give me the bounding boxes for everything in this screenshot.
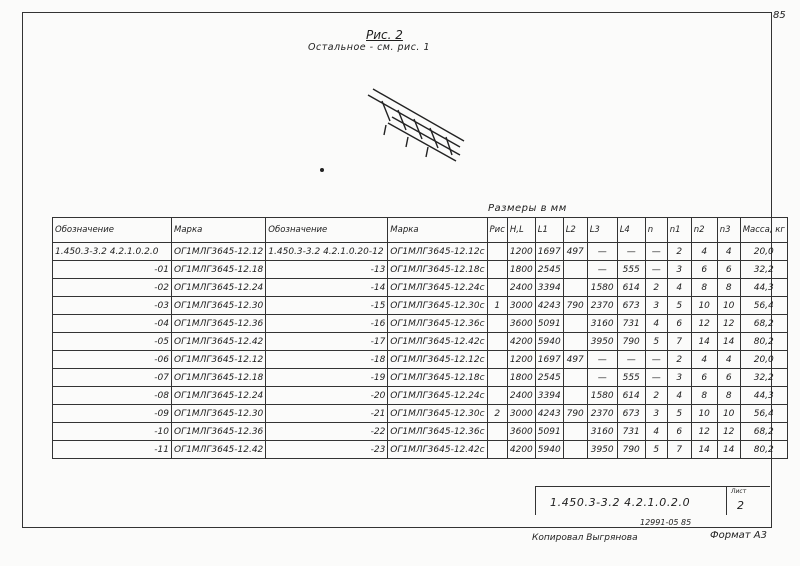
table-cell: 2370 (587, 405, 617, 423)
table-cell: 12 (717, 315, 740, 333)
table-cell: 1200 (507, 243, 535, 261)
table-cell: 673 (617, 297, 645, 315)
table-cell: 12 (717, 423, 740, 441)
table-cell: -22 (266, 423, 388, 441)
table-cell: 5 (645, 441, 667, 459)
table-cell: 4200 (507, 333, 535, 351)
column-header: Обозначение (53, 218, 172, 243)
table-cell: 2400 (507, 279, 535, 297)
table-cell: ОГ1МЛГ3645-12.36с (388, 315, 487, 333)
table-cell: 2 (645, 279, 667, 297)
table-cell: 14 (717, 441, 740, 459)
table-cell: -14 (266, 279, 388, 297)
figure-title: Рис. 2 (366, 28, 403, 42)
table-cell: 1800 (507, 369, 535, 387)
table-cell (487, 333, 507, 351)
table-row (53, 423, 788, 441)
sheet-number: 2 (737, 499, 744, 512)
table-cell: 1.450.3-3.2 4.2.1.0.2.0 (53, 243, 172, 261)
table-cell: 1697 (535, 243, 563, 261)
column-header: L4 (617, 218, 645, 243)
table-cell: 790 (563, 297, 587, 315)
table-row (53, 333, 788, 351)
table-cell: ОГ1МЛГ3645-12.30с (388, 405, 487, 423)
table-cell: — (645, 351, 667, 369)
table-cell: 3160 (587, 315, 617, 333)
table-cell: -10 (53, 423, 172, 441)
table-cell: 14 (717, 333, 740, 351)
table-cell: -03 (53, 297, 172, 315)
column-header: Рис (487, 218, 507, 243)
table-cell: 3950 (587, 441, 617, 459)
table-cell: — (587, 261, 617, 279)
table-cell: -17 (266, 333, 388, 351)
table-cell (563, 423, 587, 441)
table-cell: 4 (645, 315, 667, 333)
table-cell: ОГ1МЛГ3645-12.24с (388, 387, 487, 405)
title-block (535, 486, 770, 515)
table-cell: 673 (617, 405, 645, 423)
table-cell: ОГ1МЛГ3645-12.24 (172, 279, 266, 297)
table-cell: 8 (691, 387, 717, 405)
table-cell: 4200 (507, 441, 535, 459)
table-cell: 5091 (535, 315, 563, 333)
table-cell: — (645, 261, 667, 279)
table-cell (563, 369, 587, 387)
table-cell: 56,4 (740, 405, 787, 423)
table-cell: 6 (691, 261, 717, 279)
table-cell: 4 (667, 387, 691, 405)
table-cell: ОГ1МЛГ3645-12.36 (172, 423, 266, 441)
table-cell: 32,2 (740, 261, 787, 279)
table-cell: 5940 (535, 441, 563, 459)
table-cell: 3600 (507, 423, 535, 441)
table-cell: 3 (667, 369, 691, 387)
table-cell: — (587, 369, 617, 387)
table-cell: 4243 (535, 297, 563, 315)
column-header: n (645, 218, 667, 243)
table-cell: 4243 (535, 405, 563, 423)
table-cell: 3000 (507, 297, 535, 315)
table-cell: 4 (691, 243, 717, 261)
table-cell: ОГ1МЛГ3645-12.30 (172, 297, 266, 315)
table-cell: -20 (266, 387, 388, 405)
table-cell: 8 (691, 279, 717, 297)
archive-number: 12991-05 85 (640, 518, 692, 527)
table-cell: -16 (266, 315, 388, 333)
table-cell: ОГ1МЛГ3645-12.36 (172, 315, 266, 333)
table-cell: — (587, 243, 617, 261)
table-cell (563, 333, 587, 351)
table-cell: 14 (691, 333, 717, 351)
document-code: 1.450.3-3.2 4.2.1.0.2.0 (550, 496, 691, 509)
table-cell: 14 (691, 441, 717, 459)
table-cell: ОГ1МЛГ3645-12.12 (172, 351, 266, 369)
table-cell (563, 279, 587, 297)
specification-table (52, 217, 788, 459)
table-cell: 3394 (535, 279, 563, 297)
table-row (53, 387, 788, 405)
copied-by: Копировал Выгрянова (532, 533, 638, 543)
table-cell: ОГ1МЛГ3645-12.18 (172, 261, 266, 279)
column-header: Обозначение (266, 218, 388, 243)
table-cell: 2370 (587, 297, 617, 315)
table-cell: -07 (53, 369, 172, 387)
table-cell: 1580 (587, 387, 617, 405)
column-header: L3 (587, 218, 617, 243)
table-cell: ОГ1МЛГ3645-12.42с (388, 441, 487, 459)
figure-subtitle: Остальное - см. рис. 1 (308, 42, 431, 53)
table-cell: 6 (667, 423, 691, 441)
table-cell: — (587, 351, 617, 369)
table-cell: 5091 (535, 423, 563, 441)
column-header: Марка (172, 218, 266, 243)
table-cell: 1 (487, 297, 507, 315)
column-header: H,L (507, 218, 535, 243)
table-cell: 10 (691, 405, 717, 423)
table-cell: ОГ1МЛГ3645-12.24 (172, 387, 266, 405)
table-cell: — (617, 243, 645, 261)
table-cell (563, 387, 587, 405)
table-cell (487, 441, 507, 459)
table-row (53, 243, 788, 261)
table-cell: 3160 (587, 423, 617, 441)
column-header: Масса, кг (740, 218, 787, 243)
table-cell: 6 (667, 315, 691, 333)
table-cell: 4 (691, 351, 717, 369)
table-cell: -21 (266, 405, 388, 423)
table-cell: 497 (563, 243, 587, 261)
table-cell: 2 (487, 405, 507, 423)
table-cell: 10 (691, 297, 717, 315)
table-cell: 4 (717, 351, 740, 369)
table-cell: 790 (563, 405, 587, 423)
sheet-box (726, 487, 771, 515)
table-cell: 2400 (507, 387, 535, 405)
table-cell: 8 (717, 387, 740, 405)
table-cell: ОГ1МЛГ3645-12.42с (388, 333, 487, 351)
table-cell: 731 (617, 315, 645, 333)
table-cell: 1.450.3-3.2 4.2.1.0.20-12 (266, 243, 388, 261)
table-cell: 6 (717, 369, 740, 387)
table-cell: — (617, 351, 645, 369)
table-row (53, 405, 788, 423)
table-cell: -18 (266, 351, 388, 369)
table-row (53, 369, 788, 387)
table-cell: 10 (717, 297, 740, 315)
column-header: L2 (563, 218, 587, 243)
table-cell: 2 (645, 387, 667, 405)
table-cell (487, 387, 507, 405)
sheet-label: Лист (731, 488, 747, 495)
table-cell: -09 (53, 405, 172, 423)
table-cell: 3000 (507, 405, 535, 423)
page-number: 85 (773, 10, 786, 21)
table-cell: ОГ1МЛГ3645-12.30с (388, 297, 487, 315)
table-cell: 44,3 (740, 387, 787, 405)
table-cell: 790 (617, 441, 645, 459)
table-header-row (53, 218, 788, 243)
table-cell: 6 (691, 369, 717, 387)
table-cell: ОГ1МЛГ3645-12.18 (172, 369, 266, 387)
table-cell: 5 (667, 405, 691, 423)
table-cell: ОГ1МЛГ3645-12.18с (388, 369, 487, 387)
table-cell: 6 (717, 261, 740, 279)
table-cell: 4 (667, 279, 691, 297)
table-cell: -05 (53, 333, 172, 351)
table-cell: 3 (645, 405, 667, 423)
table-cell: 2545 (535, 369, 563, 387)
table-cell: ОГ1МЛГ3645-12.42 (172, 333, 266, 351)
table-cell: -01 (53, 261, 172, 279)
table-cell: 555 (617, 369, 645, 387)
table-cell: 32,2 (740, 369, 787, 387)
table-cell: ОГ1МЛГ3645-12.24с (388, 279, 487, 297)
table-cell: 7 (667, 441, 691, 459)
ink-dot (320, 168, 324, 172)
column-header: n3 (717, 218, 740, 243)
table-cell: -11 (53, 441, 172, 459)
table-cell: 5940 (535, 333, 563, 351)
table-cell (563, 315, 587, 333)
table-cell: 731 (617, 423, 645, 441)
table-cell (487, 261, 507, 279)
table-cell: 3600 (507, 315, 535, 333)
table-cell: -06 (53, 351, 172, 369)
table-row (53, 441, 788, 459)
table-cell: ОГ1МЛГ3645-12.42 (172, 441, 266, 459)
ladder-sketch (360, 75, 470, 165)
table-cell: 1200 (507, 351, 535, 369)
column-header: L1 (535, 218, 563, 243)
table-cell: 12 (691, 423, 717, 441)
table-cell: 2 (667, 351, 691, 369)
column-header: Марка (388, 218, 487, 243)
table-cell: -08 (53, 387, 172, 405)
table-cell: 56,4 (740, 297, 787, 315)
column-header: n1 (667, 218, 691, 243)
table-cell: 10 (717, 405, 740, 423)
table-cell: 3 (667, 261, 691, 279)
table-cell: 790 (617, 333, 645, 351)
table-cell: -13 (266, 261, 388, 279)
table-row (53, 279, 788, 297)
table-cell: 3950 (587, 333, 617, 351)
table-cell: 1697 (535, 351, 563, 369)
table-cell: -19 (266, 369, 388, 387)
table-cell: 4 (645, 423, 667, 441)
table-cell: -15 (266, 297, 388, 315)
table-row (53, 315, 788, 333)
table-cell (487, 369, 507, 387)
table-cell: -23 (266, 441, 388, 459)
dimensions-title: Размеры в мм (488, 203, 567, 214)
table-cell: 68,2 (740, 423, 787, 441)
table-cell: -02 (53, 279, 172, 297)
table-cell: 5 (645, 333, 667, 351)
table-cell: 614 (617, 279, 645, 297)
table-cell: 20,0 (740, 243, 787, 261)
table-cell: 80,2 (740, 441, 787, 459)
table-cell: 614 (617, 387, 645, 405)
table-cell: ОГ1МЛГ3645-12.12с (388, 243, 487, 261)
table-cell: ОГ1МЛГ3645-12.18с (388, 261, 487, 279)
table-cell (563, 441, 587, 459)
table-cell (487, 423, 507, 441)
table-cell (487, 243, 507, 261)
table-cell: -04 (53, 315, 172, 333)
table-cell: 1580 (587, 279, 617, 297)
table-row (53, 261, 788, 279)
table-cell: 4 (717, 243, 740, 261)
table-cell: 497 (563, 351, 587, 369)
column-header: n2 (691, 218, 717, 243)
table-cell: 3394 (535, 387, 563, 405)
table-cell: 7 (667, 333, 691, 351)
table-cell: 3 (645, 297, 667, 315)
table-row (53, 351, 788, 369)
table-cell: 2 (667, 243, 691, 261)
table-cell: ОГ1МЛГ3645-12.12 (172, 243, 266, 261)
table-cell (487, 279, 507, 297)
table-cell (487, 351, 507, 369)
table-row (53, 297, 788, 315)
table-cell: ОГ1МЛГ3645-12.36с (388, 423, 487, 441)
table-cell: 44,3 (740, 279, 787, 297)
table-cell (563, 261, 587, 279)
table-cell: 8 (717, 279, 740, 297)
table-cell: 5 (667, 297, 691, 315)
table-cell: 68,2 (740, 315, 787, 333)
table-cell: — (645, 369, 667, 387)
table-cell: ОГ1МЛГ3645-12.30 (172, 405, 266, 423)
table-cell: ОГ1МЛГ3645-12.12с (388, 351, 487, 369)
table-cell: — (645, 243, 667, 261)
table-cell: 2545 (535, 261, 563, 279)
table-cell: 1800 (507, 261, 535, 279)
table-cell: 555 (617, 261, 645, 279)
table-cell: 20,0 (740, 351, 787, 369)
table-cell (487, 315, 507, 333)
table-cell: 12 (691, 315, 717, 333)
table-cell: 80,2 (740, 333, 787, 351)
sheet-format: Формат А3 (710, 530, 767, 541)
